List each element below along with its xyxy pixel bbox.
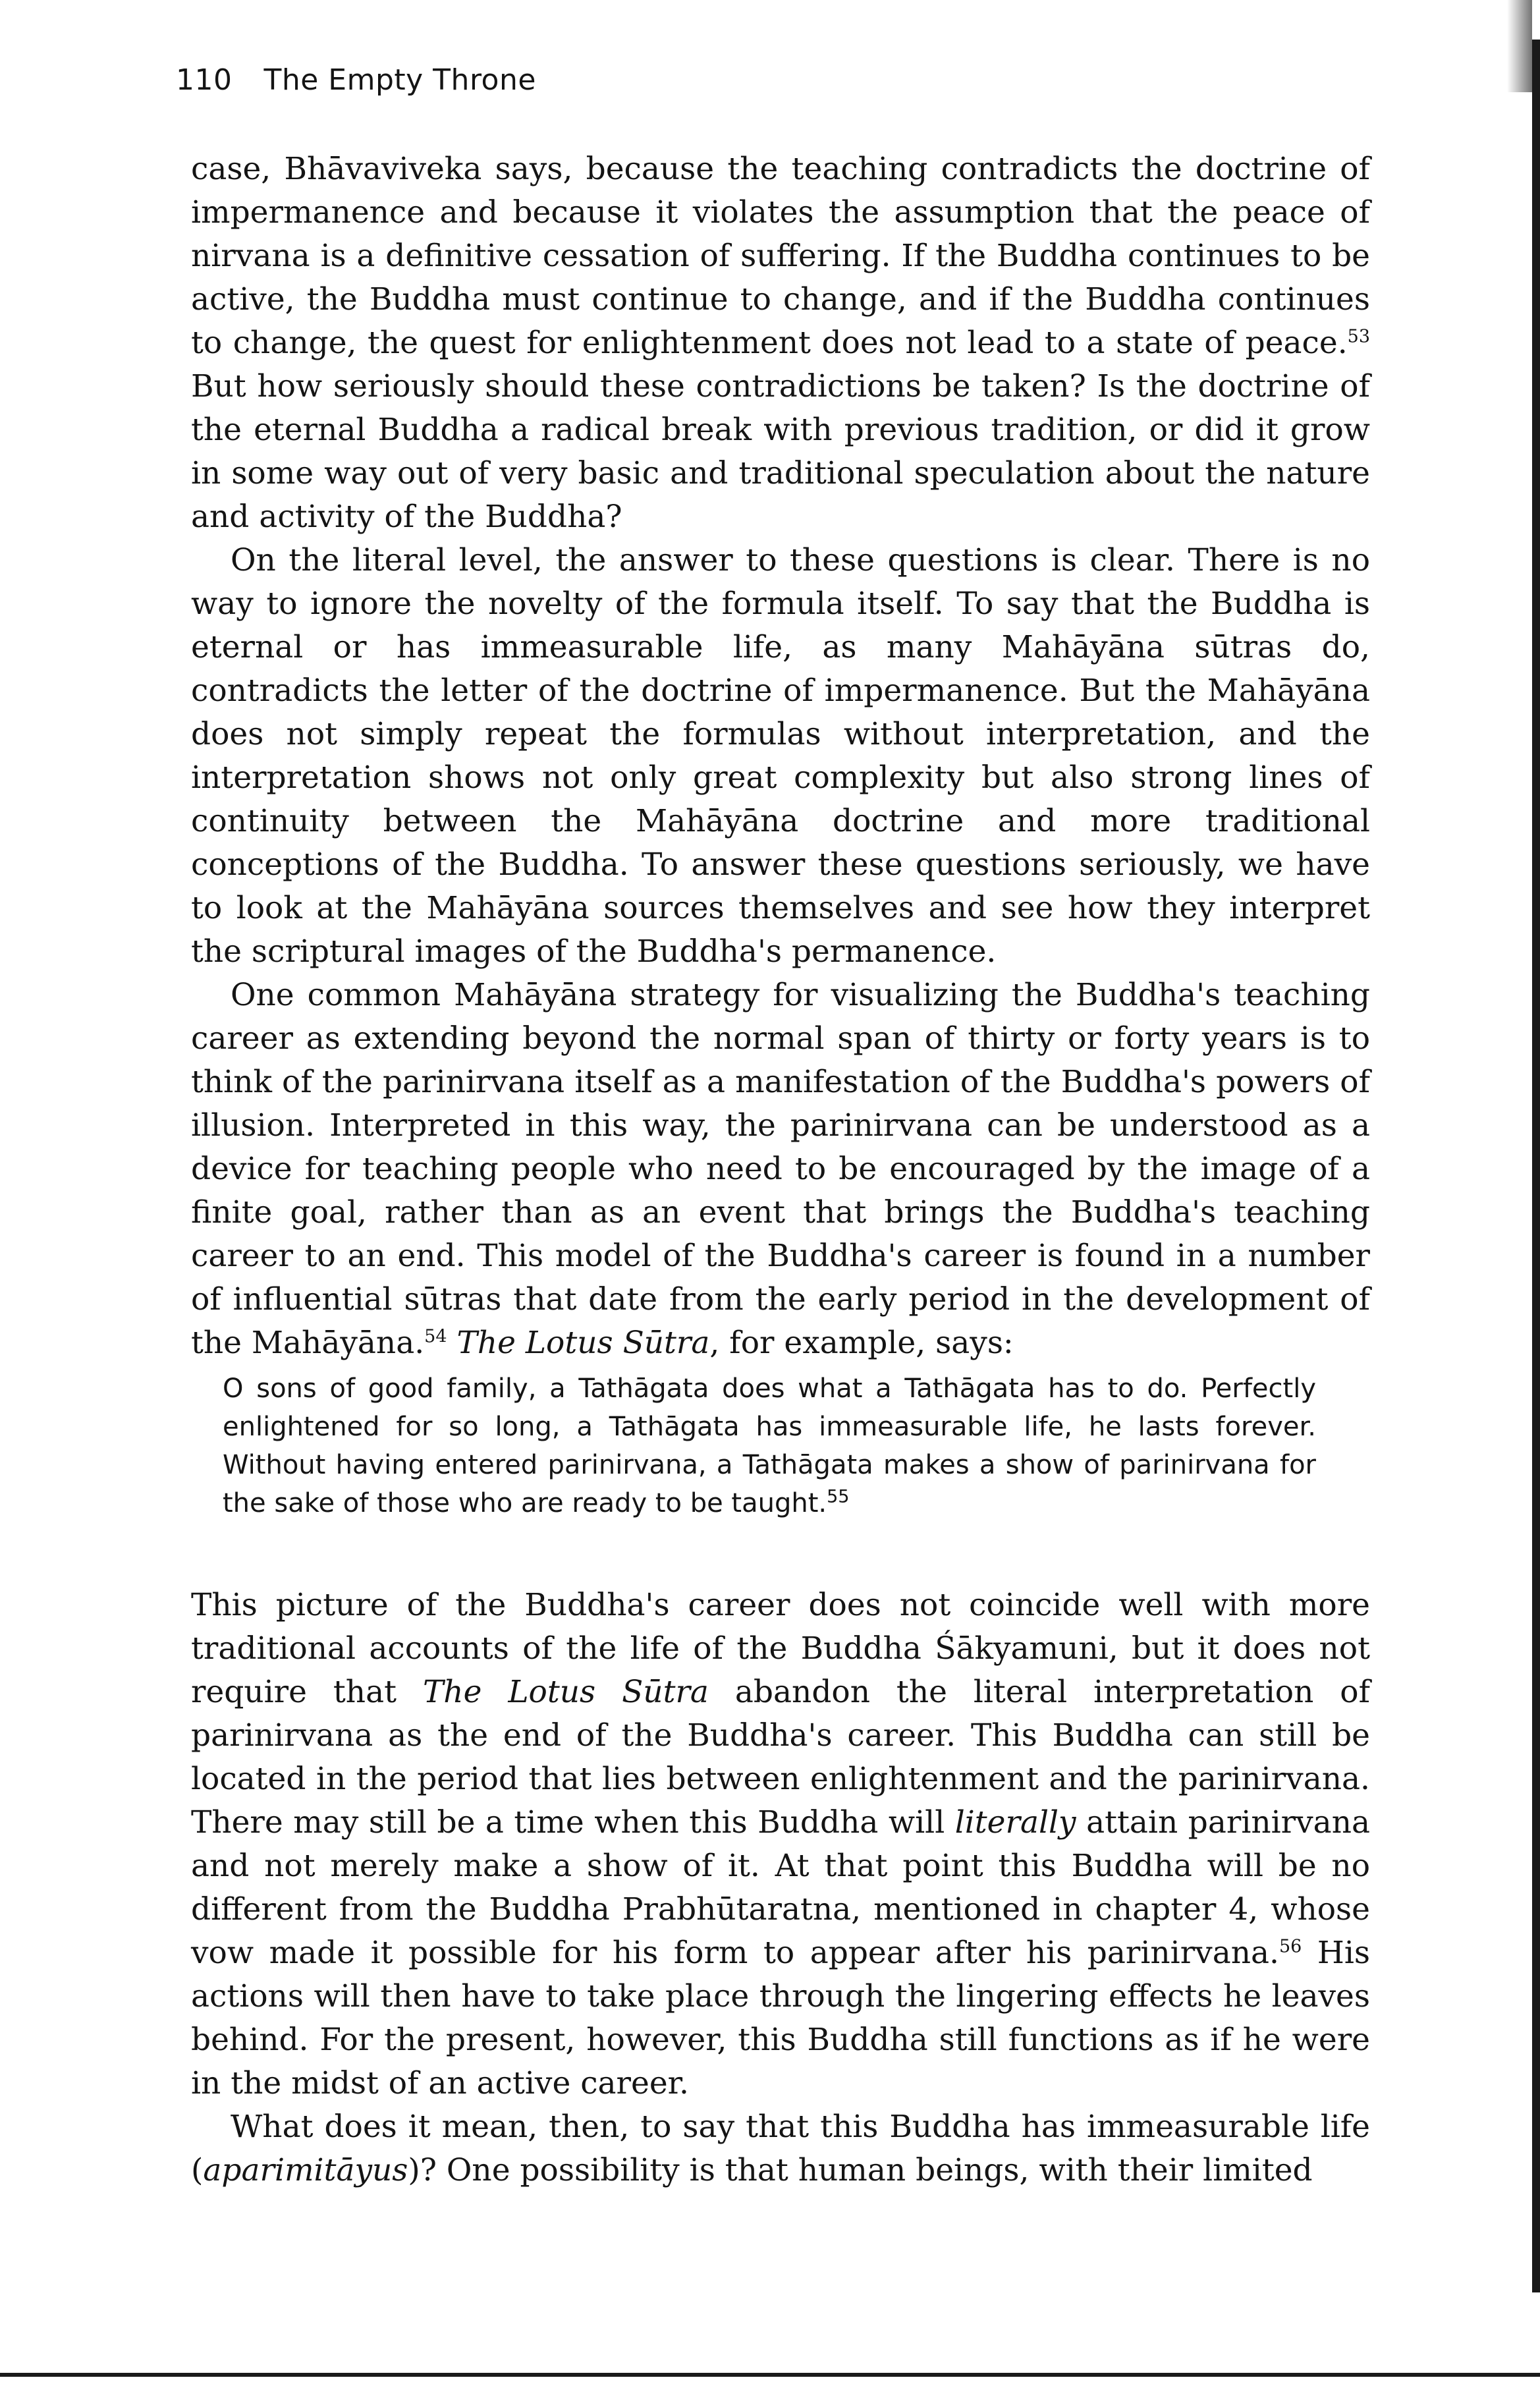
paragraph-4-part-c: attain parinirvana and not merely make a show of it. At that point this Buddha will be no different from the Buddha Prabhūtaratna, mentioned in chapter 4, whose vow made it possible for his form to appear after his parinirvana. xyxy=(191,1804,1370,1971)
paragraph-1-part-b: But how seriously should these contradictions be taken? Is the doctrine of the eternal Buddha a radical break with previous tradition, or did it grow in some way out of very basic and traditional speculation about the nature and activity of the Buddha? xyxy=(191,368,1370,535)
paragraph-3 xyxy=(191,974,1370,1365)
paragraph-4-emphasis: literally xyxy=(954,1804,1076,1841)
paragraph-3-part-a: One common Mahāyāna strategy for visualizing the Buddha's teaching career as extending beyond the normal span of thirty or forty years is to think of the parinirvana itself as a manifestation of the Buddha's powers of illusion. Interpreted in this way, the parinirvana can be understood as a device for teaching people who need to be encouraged by the image of a finite goal, rather than as an event that brings the Buddha's teaching career to an end. This model of the Buddha's career is found in a number of influential sūtras that date from the early period in the development of the Mahāyāna. xyxy=(191,977,1370,1361)
paragraph-4-part-b: abandon the literal interpretation of parinirvana as the end of the Buddha's career. This Buddha can still be located in the period that lies between enlightenment and the parinirvana. There may still be a time when this Buddha will xyxy=(191,1674,1370,1841)
paragraph-4-part-d: His actions will then have to take place through the lingering effects he leaves behind. For the present, however, this Buddha still functions as if he were in the midst of an active career. xyxy=(191,1935,1370,2101)
paragraph-2-text: On the literal level, the answer to these questions is clear. There is no way to ignore the novelty of the formula itself. To say that the Buddha is eternal or has immeasurable life, as many Mahāyāna sūtras do, contradicts the letter of the doctrine of impermanence. But the Mahāyāna does not simply repeat the formulas without interpretation, and the interpretation shows not only great complexity but also strong lines of continuity between the Mahāyāna doctrine and more traditional conceptions of the Buddha. To answer these questions seriously, we have to look at the Mahāyāna sources themselves and see how they interpret the scriptural images of the Buddha's permanence. xyxy=(191,542,1370,970)
footnote-ref-54[interactable]: 54 xyxy=(424,1326,447,1347)
paragraph-5-term: aparimitāyus xyxy=(203,2152,408,2188)
page-right-edge-shadow xyxy=(1532,40,1540,2292)
paragraph-5 xyxy=(191,2105,1370,2192)
paragraph-5-part-a: What does it mean, then, to say that this Buddha has immeasurable life ( xyxy=(191,2109,1370,2188)
paragraph-3-work-title: The Lotus Sūtra xyxy=(456,1325,710,1361)
book-title: The Empty Throne xyxy=(263,63,536,97)
footnote-ref-56[interactable]: 56 xyxy=(1279,1936,1302,1957)
paragraph-1-part-a: case, Bhāvaviveka says, because the teaching contradicts the doctrine of impermanence and because it violates the assumption that the peace of nirvana is a definitive cessation of suffering. If the Buddha continues to be active, the Buddha must continue to change, and if the Buddha continues to change, the quest for enlightenment does not lead to a state of peace. xyxy=(191,151,1370,361)
footnote-ref-53[interactable]: 53 xyxy=(1347,326,1370,347)
text-block-lower xyxy=(191,1584,1370,2192)
page-corner-shadow xyxy=(1507,0,1532,92)
running-head xyxy=(176,63,536,97)
paragraph-4-work-title: The Lotus Sūtra xyxy=(422,1674,709,1710)
paragraph-4 xyxy=(191,1584,1370,2105)
page-bottom-edge xyxy=(0,2373,1540,2377)
paragraph-3-part-b: , for example, says: xyxy=(709,1325,1014,1361)
page-number: 110 xyxy=(176,63,233,97)
block-quote-text: O sons of good family, a Tathāgata does what a Tathāgata has to do. Perfectly enlightened for so long, a Tathāgata has immeasurable life, he lasts forever. Without having entered parinirvana, a Tathāgata makes a show of parinirvana for the sake of those who are ready to be taught. xyxy=(223,1373,1316,1518)
text-block-upper xyxy=(191,148,1370,1365)
block-quote xyxy=(223,1370,1316,1522)
footnote-ref-55[interactable]: 55 xyxy=(827,1486,850,1507)
paragraph-1 xyxy=(191,148,1370,539)
paragraph-5-part-b: )? One possibility is that human beings, with their limited xyxy=(408,2152,1313,2188)
block-quote-paragraph xyxy=(223,1370,1316,1522)
paragraph-2 xyxy=(191,539,1370,974)
paragraph-4-part-a: This picture of the Buddha's career does not coincide well with more traditional accounts of the life of the Buddha Śākyamuni, but it does not require that xyxy=(191,1587,1370,1710)
